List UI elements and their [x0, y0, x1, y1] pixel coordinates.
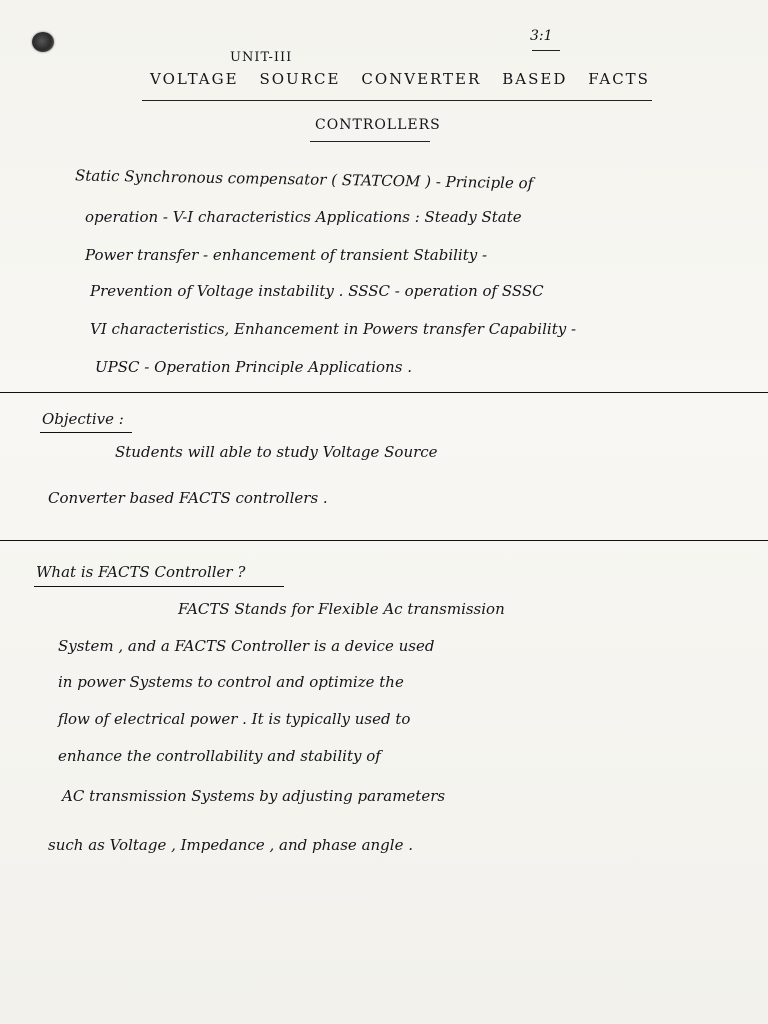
facts-line: System , and a FACTS Controller is a device used — [58, 637, 435, 655]
unit-label: UNIT-III — [230, 50, 293, 65]
title-line-1 — [150, 70, 650, 88]
objective-heading: Objective : — [42, 410, 124, 428]
page-number: 3:1 — [530, 28, 553, 44]
facts-line: FACTS Stands for Flexible Ac transmission — [178, 600, 505, 618]
objective-line: Converter based FACTS controllers . — [48, 489, 328, 507]
page-number-underline — [532, 50, 560, 51]
syllabus-line: Static Synchronous compensator ( STATCOM ) - Principle of — [74, 166, 534, 193]
title-line-2-underline — [310, 141, 430, 142]
punch-hole — [32, 32, 54, 52]
title-line-2: CONTROLLERS — [315, 117, 441, 133]
facts-heading: What is FACTS Controller ? — [36, 563, 246, 581]
title-word: SOURCE — [259, 70, 341, 88]
syllabus-line: operation - V-I characteristics Applications : Steady State — [85, 208, 522, 226]
syllabus-line: UPSC - Operation Principle Applications . — [95, 358, 412, 376]
objective-heading-underline — [40, 432, 132, 433]
title-word: CONVERTER — [361, 70, 482, 88]
syllabus-line: VI characteristics, Enhancement in Powers transfer Capability - — [90, 320, 577, 338]
title-word: BASED — [502, 70, 568, 88]
section-divider — [0, 540, 768, 541]
facts-line: enhance the controllability and stability of — [58, 747, 381, 765]
facts-heading-underline — [34, 586, 284, 587]
title-underline — [142, 100, 652, 101]
facts-line: AC transmission Systems by adjusting parameters — [62, 787, 446, 805]
facts-line: flow of electrical power . It is typically used to — [58, 710, 411, 728]
title-word: VOLTAGE — [150, 70, 239, 88]
objective-line: Students will able to study Voltage Source — [115, 443, 438, 461]
section-divider — [0, 392, 768, 393]
facts-line: such as Voltage , Impedance , and phase angle . — [48, 836, 413, 854]
title-word: FACTS — [588, 70, 650, 88]
syllabus-line: Power transfer - enhancement of transient Stability - — [85, 246, 488, 264]
syllabus-line: Prevention of Voltage instability . SSSC - operation of SSSC — [90, 282, 544, 300]
facts-line: in power Systems to control and optimize the — [58, 673, 404, 691]
